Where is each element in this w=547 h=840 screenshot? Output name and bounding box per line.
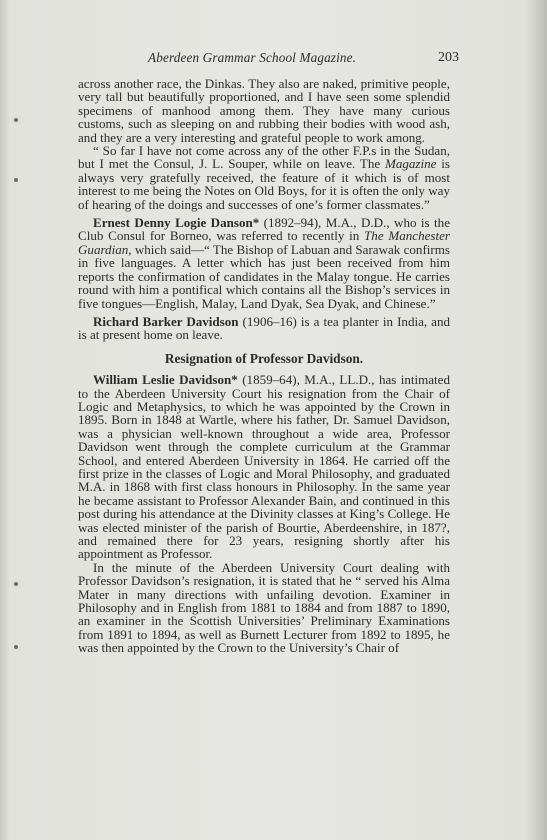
text-span: is always very gratefully received, the feature of it which is of most interest to me being the Notes on Old Boys, for it is often the only way of hearing of the doings and successes of one’s former classmates.” bbox=[78, 156, 450, 212]
paragraph-richard-davidson bbox=[78, 315, 450, 342]
text-span: (1892–94), M.A., D.D., who is the Club Consul for Borneo, was referred to recently in bbox=[78, 215, 450, 244]
paragraph-university-court: In the minute of the Aberdeen University Court dealing with Professor Davidson’s resignation, it is stated that he “ served his Alma Mater in many directions with unfailing devotion. Examiner in Philosophy and in English from 1881 to 1884 and from 1887 to 1890, an examiner in the Scottish Universities’ Preliminary Examinations from 1891 to 1894, as well as Burnett Lecturer from 1892 to 1895, he was then appointed by the Crown to the University’s Chair of bbox=[78, 559, 450, 656]
margin-dot bbox=[14, 582, 18, 586]
italic-magazine: Magazine bbox=[384, 156, 437, 172]
page-header bbox=[78, 50, 459, 70]
text-span: (1906–16) is a tea planter in India, and is at present home on leave. bbox=[78, 313, 450, 343]
text-span: “ So far I have not come across any of the other F.P.s in the Sudan, but I met the Consul, J. L. Souper, while on leave. The bbox=[78, 143, 450, 172]
page-body bbox=[78, 77, 450, 655]
person-name: Richard Barker Davidson bbox=[93, 313, 239, 329]
italic-newspaper: The Manchester Guardian, bbox=[78, 228, 450, 257]
text-span: (1859–64), M.A., LL.D., has intimated to the Aberdeen University Court his resignation from the Chair of Logic and Metaphysics, to which he was appointed by the Crown in 1895. Born in 1848 at Wartle, where his father, Dr. Samuel Davidson, was a physician well-known throughout a wide area, Professor Davidson went through the complete curriculum at the Grammar School, and entered Aberdeen University in 1864. He carried off the first prize in the classes of Logic and Moral Philosophy, and graduated M.A. in 1868 with first class honours in Philosophy. In the same year he became assistant to Professor Alexander Bain, and continued in this post during his attendance at the Divinity classes at King’s College. He was elected minister of the parish of Bourtie, Aberdeenshire, in 187?, and remained there for 23 years, resigning shortly after his appointment as Professor. bbox=[78, 372, 450, 562]
margin-dot bbox=[14, 178, 18, 182]
page-number: 203 bbox=[438, 50, 459, 65]
margin-dot bbox=[14, 118, 18, 122]
paragraph-dinkas: across another race, the Dinkas. They also are naked, primitive people, very tall but beautifully proportioned, and I have seen some splendid specimens of manhood among them. They have many curious customs, such as sleeping on and rubbing their bodies with wood ash, and they are a very interesting and grateful people to work among. bbox=[78, 76, 450, 145]
paragraph-sudan-letter bbox=[78, 144, 450, 211]
text-span: which said—“ The Bishop of Labuan and Sarawak confirms in five languages. A letter which has just been received from him reports the confirmation of candidates in the Malay tongue. He carries round with him a pontifical which contains all the Bishop’s services in five tongues—English, Malay, Land Dyak, Sea Dyak, and Chinese.” bbox=[78, 241, 450, 311]
section-heading: Resignation of Professor Davidson. bbox=[164, 350, 364, 366]
person-name: William Leslie Davidson* bbox=[93, 372, 238, 388]
paragraph-danson bbox=[78, 216, 450, 310]
margin-dot bbox=[14, 645, 18, 649]
running-head: Aberdeen Grammar School Magazine. bbox=[148, 50, 357, 65]
person-name: Ernest Denny Logie Danson* bbox=[93, 215, 260, 231]
paragraph-william-davidson bbox=[78, 373, 450, 561]
